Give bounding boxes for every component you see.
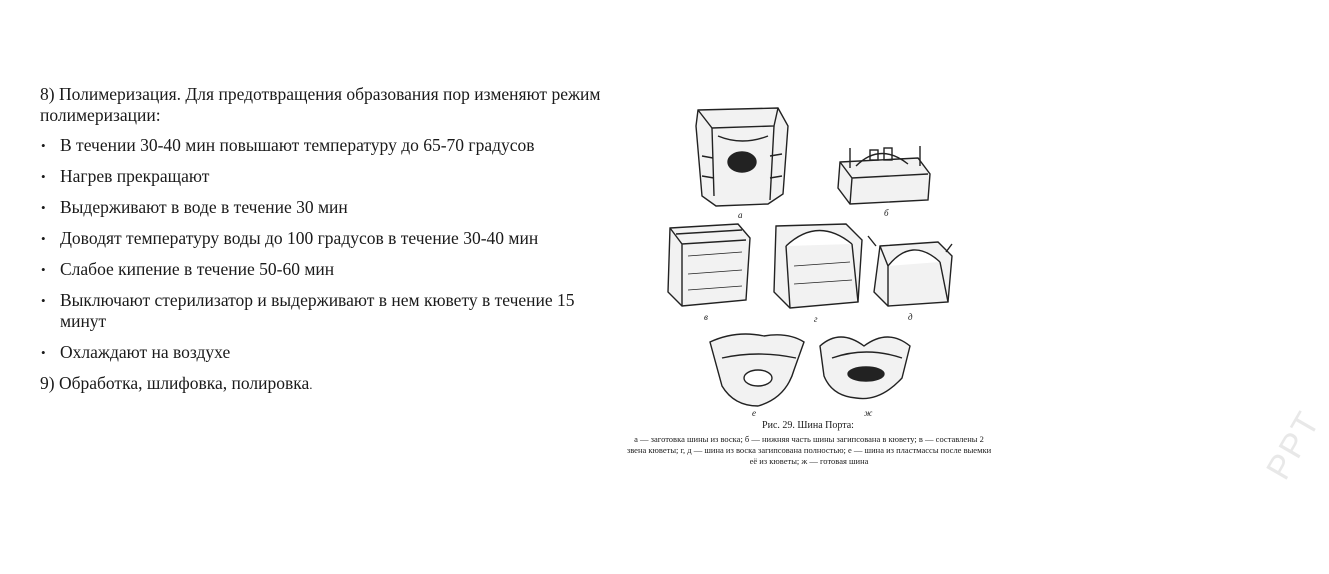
label-d: д — [908, 312, 913, 322]
splint-illustration — [618, 96, 998, 416]
list-item: • Доводят температуру воды до 100 градусов в течение 30-40 мин — [41, 228, 539, 248]
label-v: в — [704, 312, 708, 322]
intro-paragraph: 8) Полимеризация. Для предотвращения образования пор изменяют режим полимеризации: — [40, 84, 601, 125]
list-item: • Нагрев прекращают — [41, 166, 210, 186]
steps-list — [40, 135, 615, 363]
list-item: • Выключают стерилизатор и выдерживают в нем кювету в течение 15 минут — [41, 290, 575, 331]
bullet-icon: • — [41, 231, 46, 246]
label-a: а — [738, 210, 743, 220]
figure-caption-text: а — заготовка шины из воска; б — нижняя часть шины загипсована в кювету; в — составлены 2 звена кюветы; г, д — шина из воска загипсована полностью; е — шина из пластмассы после выемки её из кюветы; ж — готовая шина — [626, 434, 992, 466]
list-item: • Слабое кипение в течение 50-60 мин — [41, 259, 335, 279]
drawing-v — [668, 224, 750, 306]
drawing-a — [696, 108, 788, 206]
list-item: • Выдерживают в воде в течение 30 мин — [41, 197, 348, 217]
bullet-icon: • — [41, 169, 46, 184]
watermark: PPT — [1259, 404, 1329, 486]
label-zh: ж — [864, 408, 873, 418]
bullet-icon: • — [41, 200, 46, 215]
drawing-g — [774, 224, 862, 308]
label-e: е — [752, 408, 756, 418]
figure-porta-splint — [618, 96, 1329, 486]
bullet-icon: • — [41, 262, 46, 277]
drawing-b — [838, 146, 930, 204]
drawing-d — [868, 236, 952, 306]
outro-paragraph: 9) Обработка, шлифовка, полировка. — [40, 373, 313, 393]
bullet-icon: • — [41, 293, 46, 308]
figure-caption-title: Рис. 29. Шина Порта: — [762, 420, 854, 431]
drawing-zh — [820, 337, 910, 399]
drawing-e — [710, 334, 804, 406]
list-item: • Охлаждают на воздухе — [41, 342, 231, 362]
label-b: б — [884, 208, 889, 218]
bullet-icon: • — [41, 345, 46, 360]
bullet-icon: • — [41, 138, 46, 153]
list-item: • В течении 30-40 мин повышают температуру до 65-70 градусов — [41, 135, 535, 155]
text-block — [40, 84, 615, 404]
label-g: г — [814, 314, 818, 324]
